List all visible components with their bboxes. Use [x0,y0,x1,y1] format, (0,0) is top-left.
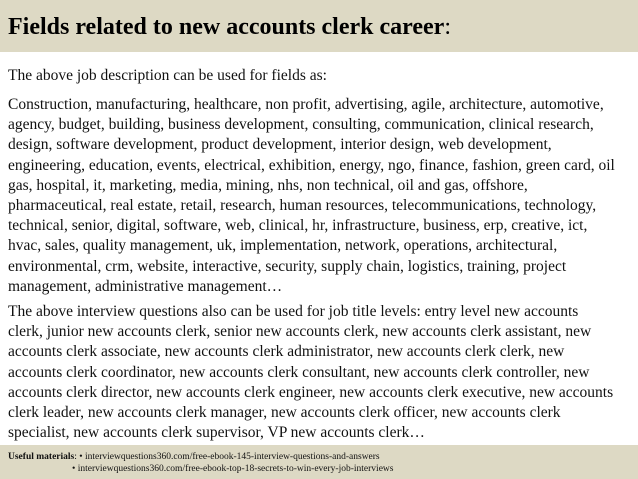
fields-line: pharmaceutical, real estate, retail, research, human resources, telecommunications, technology, [8,197,597,215]
footer-link[interactable]: • interviewquestions360.com/free-ebook-top-18-secrets-to-win-every-job-interviews [72,463,394,474]
footer [8,452,393,475]
levels-line: clerk leader, new accounts clerk manager, new accounts clerk officer, new accounts clerk [8,404,561,422]
slide-title-colon: : [444,14,451,40]
fields-line: environmental, crm, website, interactive, security, supply chain, logistics, training, project [8,257,567,275]
intro-text: The above job description can be used for fields as: [8,67,327,84]
levels-line: accounts clerk associate, new accounts clerk administrator, new accounts clerk clerk, new [8,343,565,361]
fields-line: agency, budget, building, business development, consulting, communication, clinical research, [8,116,594,134]
levels-line: accounts clerk coordinator, new accounts clerk consultant, new accounts clerk controller, new [8,363,590,381]
levels-line: specialist, new accounts clerk supervisor, VP new accounts clerk… [8,424,425,442]
fields-line: management, administrative management… [8,277,283,295]
job-levels-paragraph [8,302,634,443]
footer-row [8,452,393,464]
slide-title-text: Fields related to new accounts clerk career [8,14,445,40]
fields-line: engineering, education, events, electrical, exhibition, energy, ngo, finance, fashion, green card, oil [8,156,615,174]
levels-line: clerk, junior new accounts clerk, senior new accounts clerk, new accounts clerk assistant, new [8,323,592,341]
fields-line: hvac, sales, quality management, uk, implementation, network, operations, architectural, [8,237,558,255]
footer-separator: : [74,452,77,462]
fields-line: gas, hospital, it, marketing, media, mining, nhs, non technical, oil and gas, offshore, [8,176,528,194]
fields-paragraph [8,95,634,297]
levels-line: The above interview questions also can be used for job title levels: entry level new accounts [8,303,579,320]
fields-line: technical, senior, digital, software, web, clinical, hr, infrastructure, business, erp, creative, ict, [8,217,588,235]
slide-title [8,13,451,41]
fields-line: design, software development, product development, interior design, web development, [8,136,552,154]
footer-row [8,464,393,476]
footer-link[interactable]: • interviewquestions360.com/free-ebook-145-interview-questions-and-answers [79,452,380,462]
fields-line: Construction, manufacturing, healthcare, non profit, advertising, agile, architecture, automotive, [8,96,604,113]
footer-label: Useful materials [8,452,75,462]
levels-line: accounts clerk director, new accounts clerk engineer, new accounts clerk executive, new accounts [8,383,614,401]
